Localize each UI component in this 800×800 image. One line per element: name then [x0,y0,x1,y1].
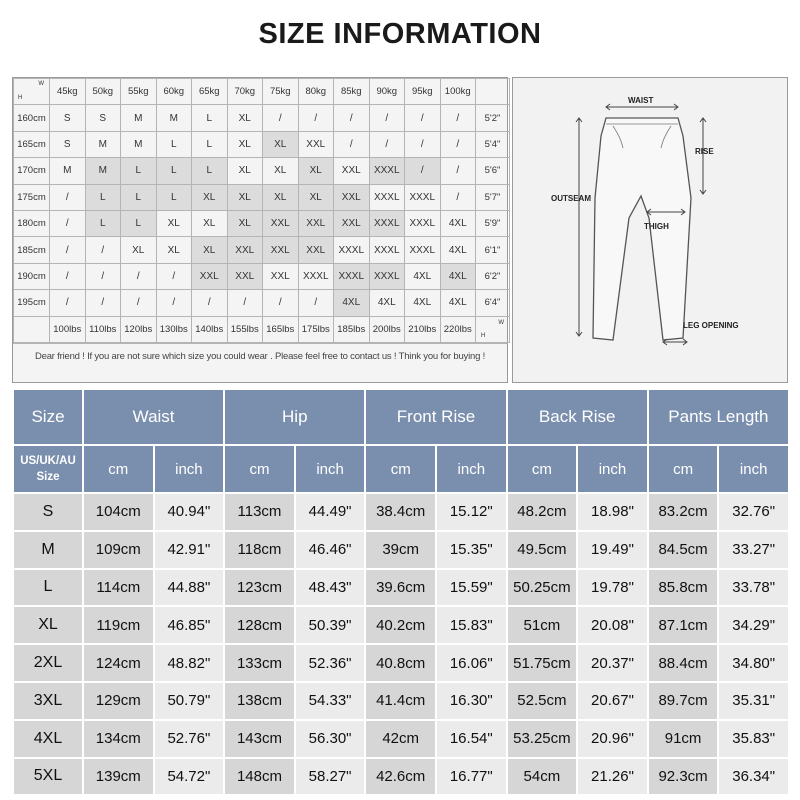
size-cell: / [156,263,192,289]
header-size: Size [14,390,82,444]
measurement-row [14,759,788,795]
size-cell: M [156,105,192,131]
size-cell: / [85,290,121,316]
measurement-cell: 50.25cm [508,570,577,606]
size-cell: XL [156,210,192,236]
weight-lbs-header: 185lbs [334,316,370,342]
measurement-cell: 32.76" [719,494,788,530]
weight-lbs-header: 155lbs [227,316,263,342]
page-title: SIZE INFORMATION [258,18,542,50]
measurement-cell: 44.88" [155,570,224,606]
measurement-cell: 148cm [225,759,294,795]
measurement-cell: 35.31" [719,683,788,719]
measurement-cell: 21.26" [578,759,647,795]
size-label: 5XL [14,759,82,795]
size-cell: XL [227,210,263,236]
measurement-cell: 128cm [225,607,294,643]
size-cell: M [121,105,157,131]
size-cell: XXXL [405,237,441,263]
size-cell: XXXL [369,210,405,236]
height-cm-label: 190cm [14,263,50,289]
grid-corner [14,79,50,105]
size-cell: / [156,290,192,316]
leg-opening-label: LEG OPENING [683,321,739,330]
measurement-cell: 39.6cm [366,570,435,606]
size-label: 2XL [14,645,82,681]
size-caption-line1: US/UK/AU [20,455,76,467]
size-label: 3XL [14,683,82,719]
size-cell: L [121,210,157,236]
size-cell: / [263,105,299,131]
size-cell: / [121,290,157,316]
size-cell: L [121,184,157,210]
size-cell: XXXL [369,158,405,184]
measurement-cell: 42cm [366,721,435,757]
measurement-cell: 42.6cm [366,759,435,795]
height-ft-label: 6'4" [476,290,510,316]
contact-note: Dear friend ! If you are not sure which size you could wear . Please feel free to contact us ! Think you for buying ! [13,343,507,369]
measurement-cell: 18.98" [578,494,647,530]
size-cell: L [156,184,192,210]
measurement-cell: 15.59" [437,570,506,606]
size-cell: XL [298,158,334,184]
weight-lbs-header: 110lbs [85,316,121,342]
measurement-cell: 56.30" [296,721,365,757]
measurement-cell: 34.29" [719,607,788,643]
measurement-cell: 104cm [84,494,153,530]
grid-row [14,290,510,316]
unit-inch-header: inch [437,446,506,492]
unit-cm-header: cm [366,446,435,492]
grid-corner-bottom-right [476,316,510,342]
size-cell: / [85,237,121,263]
size-label: 4XL [14,721,82,757]
measurement-row [14,607,788,643]
grid-row [14,263,510,289]
weight-kg-header: 60kg [156,79,192,105]
measurement-cell: 109cm [84,532,153,568]
size-cell: / [263,290,299,316]
size-cell: XXL [298,237,334,263]
measurement-cell: 91cm [649,721,718,757]
weight-lbs-header: 100lbs [50,316,86,342]
weight-kg-header: 70kg [227,79,263,105]
size-cell: L [192,158,228,184]
unit-cm-header: cm [225,446,294,492]
measurement-cell: 16.54" [437,721,506,757]
unit-inch-header: inch [296,446,365,492]
measurement-row [14,494,788,530]
header-back-rise: Back Rise [508,390,647,444]
measurement-cell: 48.82" [155,645,224,681]
measurement-cell: 51cm [508,607,577,643]
size-cell: L [85,210,121,236]
size-cell: / [405,131,441,157]
measurement-cell: 54cm [508,759,577,795]
size-label: M [14,532,82,568]
measurement-cell: 33.27" [719,532,788,568]
measurement-cell: 139cm [84,759,153,795]
pants-diagram [512,77,788,383]
size-cell: XXXL [334,263,370,289]
size-cell: / [298,105,334,131]
measurement-cell: 58.27" [296,759,365,795]
size-cell: / [440,158,476,184]
unit-cm-header: cm [508,446,577,492]
size-cell: 4XL [334,290,370,316]
size-cell: 4XL [440,210,476,236]
size-cell: 4XL [440,290,476,316]
size-cell: XXXL [334,237,370,263]
size-cell: XL [192,184,228,210]
measurement-cell: 143cm [225,721,294,757]
measurement-cell: 46.85" [155,607,224,643]
size-cell: M [121,131,157,157]
measurement-cell: 15.83" [437,607,506,643]
rise-label: RISE [695,147,714,156]
grid-weight-lbs-row [14,316,510,342]
grid-corner-bottom-left [14,316,50,342]
measurement-cell: 33.78" [719,570,788,606]
waist-label: WAIST [628,96,654,105]
height-ft-label: 5'6" [476,158,510,184]
weight-kg-header: 95kg [405,79,441,105]
measurement-cell: 119cm [84,607,153,643]
height-ft-label: 6'1" [476,237,510,263]
size-cell: XL [227,158,263,184]
grid-row [14,131,510,157]
measurement-cell: 41.4cm [366,683,435,719]
height-cm-label: 165cm [14,131,50,157]
size-cell: XL [298,184,334,210]
size-cell: XXL [263,263,299,289]
size-cell: L [192,131,228,157]
unit-inch-header: inch [578,446,647,492]
size-cell: XXXL [298,263,334,289]
measurement-cell: 129cm [84,683,153,719]
size-cell: / [227,290,263,316]
measurement-cell: 118cm [225,532,294,568]
measurement-cell: 51.75cm [508,645,577,681]
weight-kg-header: 55kg [121,79,157,105]
measurement-cell: 40.2cm [366,607,435,643]
corner-bottom-h-label: H [481,332,486,339]
size-cell: XL [263,131,299,157]
size-label: XL [14,607,82,643]
size-cell: XL [121,237,157,263]
size-cell: XL [192,210,228,236]
size-cell: XXL [227,237,263,263]
size-cell: XL [263,184,299,210]
weight-lbs-header: 210lbs [405,316,441,342]
weight-lbs-header: 200lbs [369,316,405,342]
size-cell: / [405,105,441,131]
size-cell: XXL [263,210,299,236]
measurement-cell: 48.43" [296,570,365,606]
measurement-cell: 52.5cm [508,683,577,719]
pants-illustration [513,78,789,384]
measurement-cell: 39cm [366,532,435,568]
height-ft-label: 6'2" [476,263,510,289]
measurement-cell: 20.96" [578,721,647,757]
size-cell: / [121,263,157,289]
measurement-cell: 53.25cm [508,721,577,757]
measurement-cell: 35.83" [719,721,788,757]
weight-kg-header: 100kg [440,79,476,105]
measurement-cell: 50.39" [296,607,365,643]
measurement-cell: 46.46" [296,532,365,568]
unit-cm-header: cm [649,446,718,492]
measurement-cell: 38.4cm [366,494,435,530]
size-label: S [14,494,82,530]
measurement-row [14,570,788,606]
unit-cm-header: cm [84,446,153,492]
measurement-cell: 114cm [84,570,153,606]
size-cell: 4XL [440,237,476,263]
weight-kg-header: 50kg [85,79,121,105]
size-cell: / [85,263,121,289]
size-cell: XL [227,131,263,157]
outseam-label: OUTSEAM [551,194,591,203]
size-cell: XXL [334,210,370,236]
size-cell: M [50,158,86,184]
size-cell: M [85,131,121,157]
size-cell: XXL [192,263,228,289]
size-cell: / [50,184,86,210]
weight-kg-header: 45kg [50,79,86,105]
size-cell: XXXL [369,263,405,289]
size-cell: XXL [298,210,334,236]
grid-row [14,210,510,236]
grid-row [14,105,510,131]
height-ft-label: 5'4" [476,131,510,157]
size-cell: S [85,105,121,131]
measurement-cell: 19.49" [578,532,647,568]
corner-w-label: W [38,81,44,87]
size-cell: L [156,131,192,157]
measurement-cell: 16.06" [437,645,506,681]
weight-kg-header: 80kg [298,79,334,105]
height-cm-label: 185cm [14,237,50,263]
measurement-cell: 19.78" [578,570,647,606]
size-cell: XL [263,158,299,184]
measurement-cell: 16.77" [437,759,506,795]
grid-corner-top-right [476,79,510,105]
size-cell: 4XL [405,290,441,316]
measurement-cell: 87.1cm [649,607,718,643]
size-cell: 4XL [369,290,405,316]
size-cell: XXXL [405,184,441,210]
thigh-label: THIGH [644,222,669,231]
measurement-table [12,388,790,796]
size-cell: XXL [334,158,370,184]
height-cm-label: 170cm [14,158,50,184]
size-cell: 4XL [440,263,476,289]
size-cell: XL [227,184,263,210]
size-cell: L [121,158,157,184]
measurement-cell: 40.8cm [366,645,435,681]
size-cell: XXXL [405,210,441,236]
weight-lbs-header: 220lbs [440,316,476,342]
weight-kg-header: 85kg [334,79,370,105]
measurement-row [14,683,788,719]
measurement-cell: 44.49" [296,494,365,530]
size-caption-line2: Size [36,471,60,483]
grid-row [14,158,510,184]
size-cell: XXXL [369,184,405,210]
unit-inch-header: inch [155,446,224,492]
height-cm-label: 160cm [14,105,50,131]
measurement-cell: 88.4cm [649,645,718,681]
size-cell: / [50,290,86,316]
measurement-cell: 52.76" [155,721,224,757]
size-cell: XXL [298,131,334,157]
height-cm-label: 180cm [14,210,50,236]
size-cell: / [298,290,334,316]
measurement-cell: 42.91" [155,532,224,568]
measurement-cell: 124cm [84,645,153,681]
measurement-cell: 113cm [225,494,294,530]
size-cell: XL [227,105,263,131]
size-cell: XL [156,237,192,263]
size-cell: XXL [227,263,263,289]
size-cell: S [50,105,86,131]
size-cell: / [50,263,86,289]
measurement-cell: 92.3cm [649,759,718,795]
measurement-cell: 34.80" [719,645,788,681]
corner-h-label: H [18,95,23,102]
height-cm-label: 195cm [14,290,50,316]
size-cell: L [192,105,228,131]
size-cell: / [192,290,228,316]
measurement-cell: 84.5cm [649,532,718,568]
measurement-cell: 50.79" [155,683,224,719]
corner-bottom-w-label: W [498,319,504,326]
measurement-row [14,721,788,757]
measurement-row [14,645,788,681]
weight-lbs-header: 120lbs [121,316,157,342]
measurement-cell: 138cm [225,683,294,719]
size-cell: / [50,210,86,236]
height-ft-label: 5'7" [476,184,510,210]
size-cell: L [85,184,121,210]
size-label: L [14,570,82,606]
measurement-cell: 20.67" [578,683,647,719]
size-cell: XXL [334,184,370,210]
size-cell: / [334,131,370,157]
height-cm-label: 175cm [14,184,50,210]
measurement-cell: 85.8cm [649,570,718,606]
weight-lbs-header: 130lbs [156,316,192,342]
height-ft-label: 5'2" [476,105,510,131]
size-cell: / [405,158,441,184]
size-recommendation-grid [12,77,508,383]
measurement-cell: 20.37" [578,645,647,681]
size-cell: / [369,131,405,157]
size-cell: / [334,105,370,131]
size-cell: XXL [263,237,299,263]
height-weight-table [13,78,510,343]
measurement-cell: 83.2cm [649,494,718,530]
size-cell: / [440,105,476,131]
size-cell: XL [192,237,228,263]
measurement-cell: 40.94" [155,494,224,530]
grid-row [14,184,510,210]
size-cell: L [156,158,192,184]
size-cell: S [50,131,86,157]
measurement-cell: 54.72" [155,759,224,795]
measurement-cell: 16.30" [437,683,506,719]
header-front-rise: Front Rise [366,390,505,444]
size-caption [14,446,82,492]
header-hip: Hip [225,390,364,444]
measurement-cell: 15.12" [437,494,506,530]
size-cell: / [369,105,405,131]
size-cell: M [85,158,121,184]
measurement-cell: 89.7cm [649,683,718,719]
measurement-cell: 123cm [225,570,294,606]
grid-weight-kg-row [14,79,510,105]
measurement-cell: 54.33" [296,683,365,719]
measurement-cell: 36.34" [719,759,788,795]
weight-kg-header: 90kg [369,79,405,105]
measurement-cell: 133cm [225,645,294,681]
weight-lbs-header: 140lbs [192,316,228,342]
measurement-cell: 20.08" [578,607,647,643]
height-ft-label: 5'9" [476,210,510,236]
measurement-cell: 48.2cm [508,494,577,530]
weight-kg-header: 65kg [192,79,228,105]
weight-lbs-header: 165lbs [263,316,299,342]
size-cell: / [50,237,86,263]
weight-kg-header: 75kg [263,79,299,105]
measurement-row [14,532,788,568]
header-waist: Waist [84,390,223,444]
measurement-cell: 49.5cm [508,532,577,568]
unit-inch-header: inch [719,446,788,492]
size-cell: / [440,131,476,157]
measurement-cell: 52.36" [296,645,365,681]
measurement-cell: 15.35" [437,532,506,568]
size-cell: 4XL [405,263,441,289]
weight-lbs-header: 175lbs [298,316,334,342]
measurement-cell: 134cm [84,721,153,757]
header-pants-length: Pants Length [649,390,788,444]
size-cell: / [440,184,476,210]
grid-row [14,237,510,263]
size-cell: XXXL [369,237,405,263]
